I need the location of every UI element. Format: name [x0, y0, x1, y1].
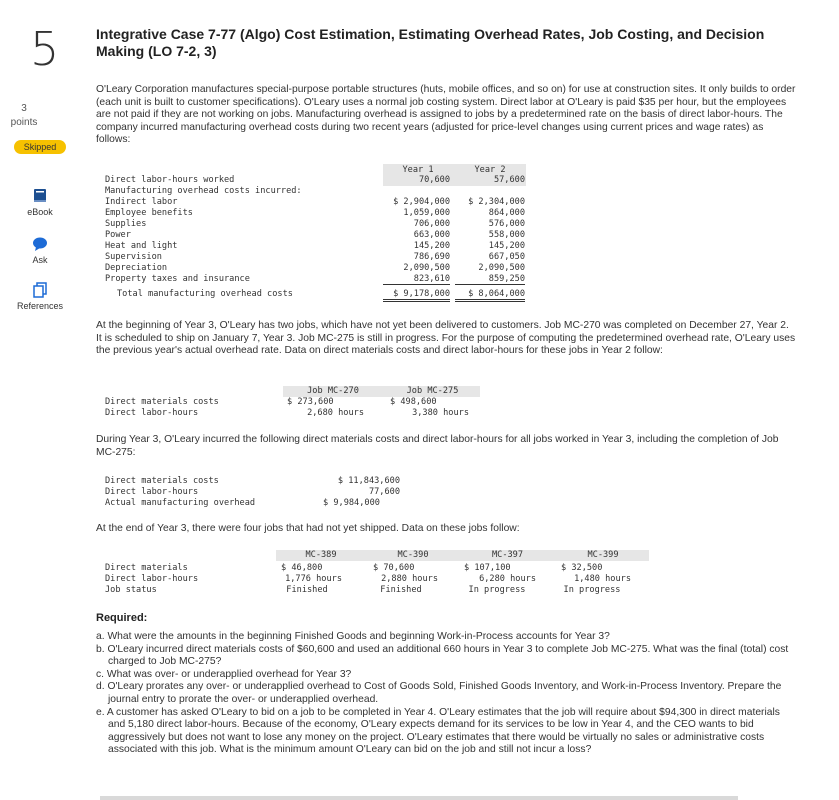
- table-cell: 70,600: [418, 175, 450, 185]
- column-header-mc399: MC-399: [587, 550, 619, 560]
- points-label: points: [10, 117, 38, 128]
- table-cell: $ 498,600: [390, 397, 437, 407]
- table-cell: 2,680 hours: [307, 408, 364, 418]
- table-cell: 1,059,000: [403, 208, 450, 218]
- table-cell: 3,380 hours: [412, 408, 469, 418]
- requirement-d: d. O'Leary prorates any over- or underapplied overhead to Cost of Goods Sold, Finished Goods Inventory, and Work-in-Process Inventory. Prepare the journal entry to prorate the over- or underapplied overhead.: [96, 681, 782, 705]
- jobs-year2-table: [105, 386, 475, 420]
- table-cell: 1,776 hours: [285, 574, 342, 584]
- table-row: Property taxes and insurance: [105, 274, 250, 284]
- table-cell: $ 46,800: [281, 563, 323, 573]
- year3-costs-table: [105, 474, 405, 510]
- bottom-scroll-bar[interactable]: [100, 796, 738, 800]
- table-row: Supplies: [105, 219, 147, 229]
- table-cell: $ 32,500: [561, 563, 603, 573]
- column-header-year1: Year 1: [402, 165, 434, 175]
- references-icon: [32, 282, 48, 298]
- table-cell: 77,600: [368, 487, 400, 497]
- table-cell: $ 11,843,600: [337, 476, 400, 486]
- table-cell: 823,610: [383, 274, 450, 285]
- table-row: Direct labor-hours worked: [105, 175, 235, 185]
- column-header-year2: Year 2: [474, 165, 506, 175]
- table-row: Direct labor-hours: [105, 408, 199, 418]
- table-row: Direct materials: [105, 563, 188, 573]
- column-header-mc397: MC-397: [491, 550, 524, 560]
- table-cell: 2,090,500: [403, 263, 450, 273]
- table-row: Heat and light: [105, 241, 178, 251]
- table-cell: $ 8,064,000: [455, 289, 525, 302]
- table-row: Power: [105, 230, 131, 240]
- table-row: Depreciation: [105, 263, 168, 273]
- column-header-mc390: MC-390: [397, 550, 429, 560]
- table-cell: $ 70,600: [373, 563, 415, 573]
- table-cell: 667,050: [488, 252, 525, 262]
- table-row: Direct materials costs: [105, 397, 219, 407]
- table-row: Actual manufacturing overhead: [105, 498, 256, 508]
- table-cell: 859,250: [455, 274, 525, 285]
- book-icon: [32, 188, 48, 204]
- paragraph-year3-costs: During Year 3, O'Leary incurred the following direct materials costs and direct labor-hours for all jobs worked in Year 3, including the completion of Job MC-275:: [96, 434, 779, 458]
- table-row: Direct labor-hours: [105, 574, 199, 584]
- table-cell: 145,200: [413, 241, 450, 251]
- references-label: References: [16, 301, 64, 311]
- table-cell: In progress: [468, 585, 526, 595]
- table-cell: 786,690: [413, 252, 450, 262]
- required-heading: Required:: [96, 612, 148, 624]
- unshipped-jobs-table: [105, 550, 645, 596]
- table-cell: 576,000: [488, 219, 525, 229]
- table-cell: $ 273,600: [287, 397, 334, 407]
- points-value: 3: [21, 103, 27, 114]
- table-cell: 2,880 hours: [381, 574, 438, 584]
- table-row: Direct materials costs: [105, 476, 219, 486]
- requirement-c: c. What was over- or underapplied overhead for Year 3?: [96, 668, 352, 680]
- table-cell: $ 9,178,000: [383, 289, 450, 302]
- requirements-list: [96, 631, 796, 757]
- ebook-label: eBook: [27, 207, 53, 217]
- chat-bubble-icon: [32, 236, 48, 252]
- table-cell: 57,600: [493, 175, 525, 185]
- status-badge: Skipped: [14, 140, 66, 154]
- ask-label: Ask: [32, 255, 48, 265]
- table-cell: $ 2,304,000: [468, 197, 525, 207]
- question-title: Integrative Case 7-77 (Algo) Cost Estimation, Estimating Overhead Rates, Job Costing, and Decision Making (LO 7-2, 3): [96, 26, 765, 59]
- table-row: Manufacturing overhead costs incurred:: [105, 186, 302, 196]
- ebook-button[interactable]: [0, 188, 80, 217]
- table-cell: 145,200: [488, 241, 525, 251]
- table-cell: 706,000: [413, 219, 450, 229]
- table-cell: In progress: [563, 585, 621, 595]
- table-row: Employee benefits: [105, 208, 193, 218]
- column-header-mc389: MC-389: [305, 550, 337, 560]
- ask-button[interactable]: [0, 236, 80, 265]
- requirement-e: e. A customer has asked O'Leary to bid on a job to be completed in Year 4. O'Leary estimates that the job will require about $94,300 in direct materials and 5,180 direct labor-hours. Because of the economy, O'Leary expects demand for its services to be low in Year 4, and the CEO wants to bid aggressively but does not want to lose any money on the project. O'Leary estimates that there would be virtually no sales or administrative costs associated with this job. What is the minimum amount O'Leary can bid on the job and still not incur a loss?: [96, 706, 780, 756]
- table-cell: 6,280 hours: [479, 574, 536, 584]
- table-cell: Finished: [380, 585, 422, 595]
- table-row: Indirect labor: [105, 197, 178, 207]
- table-cell: Finished: [286, 585, 328, 595]
- column-header-mc275: Job MC-275: [406, 386, 459, 396]
- requirement-a: a. What were the amounts in the beginning Finished Goods and beginning Work-in-Process accounts for Year 3?: [96, 631, 610, 642]
- table-cell: $ 2,904,000: [393, 197, 450, 207]
- table-cell: $ 107,100: [464, 563, 511, 573]
- references-button[interactable]: [0, 282, 80, 311]
- table-cell: 558,000: [488, 230, 525, 240]
- table-row: Job status: [105, 585, 157, 595]
- table-cell: 2,090,500: [478, 263, 525, 273]
- overhead-costs-table: [105, 164, 525, 304]
- table-cell: 1,480 hours: [574, 574, 631, 584]
- paragraph-unshipped-jobs: At the end of Year 3, there were four jobs that had not yet shipped. Data on these jobs follow:: [96, 523, 520, 534]
- table-row: Total manufacturing overhead costs: [117, 289, 293, 299]
- requirement-b: b. O'Leary incurred direct materials costs of $60,600 and used an additional 660 hours in Year 3 to complete Job MC-275. What was the final (total) cost charged to Job MC-275?: [96, 643, 789, 668]
- intro-paragraph: O'Leary Corporation manufactures special-purpose portable structures (huts, mobile offices, and so on) for use at construction sites. It only builds to order (each unit is built to customer specifications). O'Leary uses a normal job costing system. Direct labor at O'Leary is paid $35 per hour, but the employees are not paid if they are not working on jobs. Manufacturing overhead is assigned to jobs by a predetermined rate on the basis of direct labor-hours. The company incurred manufacturing overhead costs during two recent years (adjusted for price-level changes using current prices and wage rates) as follows:: [96, 84, 796, 146]
- table-cell: 663,000: [413, 230, 450, 240]
- question-sidebar: [0, 0, 80, 800]
- table-cell: 864,000: [488, 208, 525, 218]
- table-row: Direct labor-hours: [105, 487, 199, 497]
- column-header-mc270: Job MC-270: [307, 386, 359, 396]
- table-row: Supervision: [105, 252, 162, 262]
- paragraph-jobs-year2: At the beginning of Year 3, O'Leary has two jobs, which have not yet been delivered to customers. Job MC-270 was completed on December 27, Year 2. It is scheduled to ship on January 7, Year 3. Job MC-275 is still in progress. For the purpose of computing the predetermined overhead rate, O'Leary uses the previous year's actual overhead rate. Data on direct materials costs and direct labor-hours for these jobs in Year 2 follow:: [96, 320, 796, 357]
- table-cell: $ 9,984,000: [323, 498, 380, 508]
- question-number: 5: [30, 22, 60, 76]
